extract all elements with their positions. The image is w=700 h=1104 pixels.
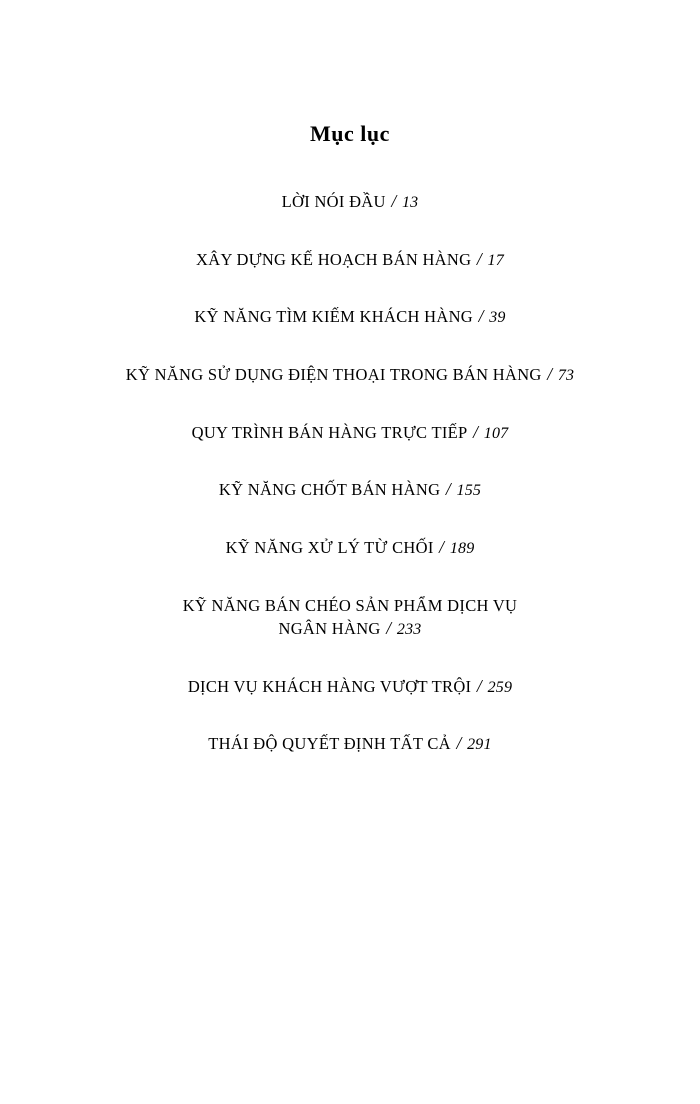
toc-entry-label: KỸ NĂNG BÁN CHÉO SẢN PHẨM DỊCH VỤ	[182, 595, 518, 615]
toc-entry-page-number: 291	[467, 736, 492, 754]
toc-entry-separator: /	[472, 675, 487, 696]
toc-entry[interactable]	[70, 363, 630, 387]
toc-entry-separator: /	[451, 733, 467, 754]
toc-entry-page-number: 107	[483, 424, 509, 442]
toc-entry-separator: /	[441, 479, 456, 500]
toc-entry-separator: /	[381, 618, 396, 639]
toc-entry[interactable]	[70, 421, 630, 445]
toc-entry-page-number: 73	[557, 367, 575, 385]
toc-entry-page-number: 13	[401, 194, 419, 212]
toc-entry-label: KỸ NĂNG TÌM KIẾM KHÁCH HÀNG	[194, 307, 474, 327]
toc-entry[interactable]	[70, 248, 630, 272]
toc-entry-label: NGÂN HÀNG	[278, 619, 381, 639]
toc-entry-separator: /	[474, 306, 489, 327]
toc-entry-page-number: 17	[487, 251, 504, 269]
table-of-contents	[0, 190, 700, 756]
toc-entry-label: QUY TRÌNH BÁN HÀNG TRỰC TIẾP	[191, 422, 468, 442]
toc-entry-separator: /	[472, 248, 487, 269]
toc-entry[interactable]	[70, 675, 630, 699]
toc-entry[interactable]	[70, 478, 630, 502]
toc-entry[interactable]	[70, 594, 630, 641]
toc-entry[interactable]	[70, 536, 630, 560]
toc-entry-page-number: 39	[489, 309, 506, 327]
toc-entry-separator: /	[386, 191, 401, 212]
toc-entry-page-number: 189	[449, 539, 475, 557]
toc-entry-separator: /	[468, 421, 483, 442]
toc-entry-label: KỸ NĂNG CHỐT BÁN HÀNG	[218, 480, 441, 500]
toc-entry-label: THÁI ĐỘ QUYẾT ĐỊNH TẤT CẢ	[208, 734, 451, 754]
toc-entry-page-number: 259	[487, 678, 513, 696]
toc-page	[0, 122, 700, 1104]
toc-entry[interactable]	[70, 190, 630, 214]
toc-entry-label: KỸ NĂNG XỬ LÝ TỪ CHỐI	[225, 537, 434, 557]
toc-entry-label: XÂY DỰNG KẾ HOẠCH BÁN HÀNG	[196, 249, 472, 269]
toc-entry-separator: /	[542, 364, 557, 385]
toc-entry[interactable]	[70, 732, 630, 756]
toc-entry-separator: /	[434, 536, 449, 557]
toc-entry-label: LỜI NÓI ĐẦU	[281, 192, 386, 212]
toc-entry-page-number: 155	[456, 482, 482, 500]
page-title: Mục lục	[310, 121, 390, 146]
toc-entry[interactable]	[70, 305, 630, 329]
toc-entry-label: DỊCH VỤ KHÁCH HÀNG VƯỢT TRỘI	[187, 676, 472, 696]
toc-entry-page-number: 233	[396, 621, 422, 639]
toc-entry-label: KỸ NĂNG SỬ DỤNG ĐIỆN THOẠI TRONG BÁN HÀNG	[125, 365, 542, 385]
